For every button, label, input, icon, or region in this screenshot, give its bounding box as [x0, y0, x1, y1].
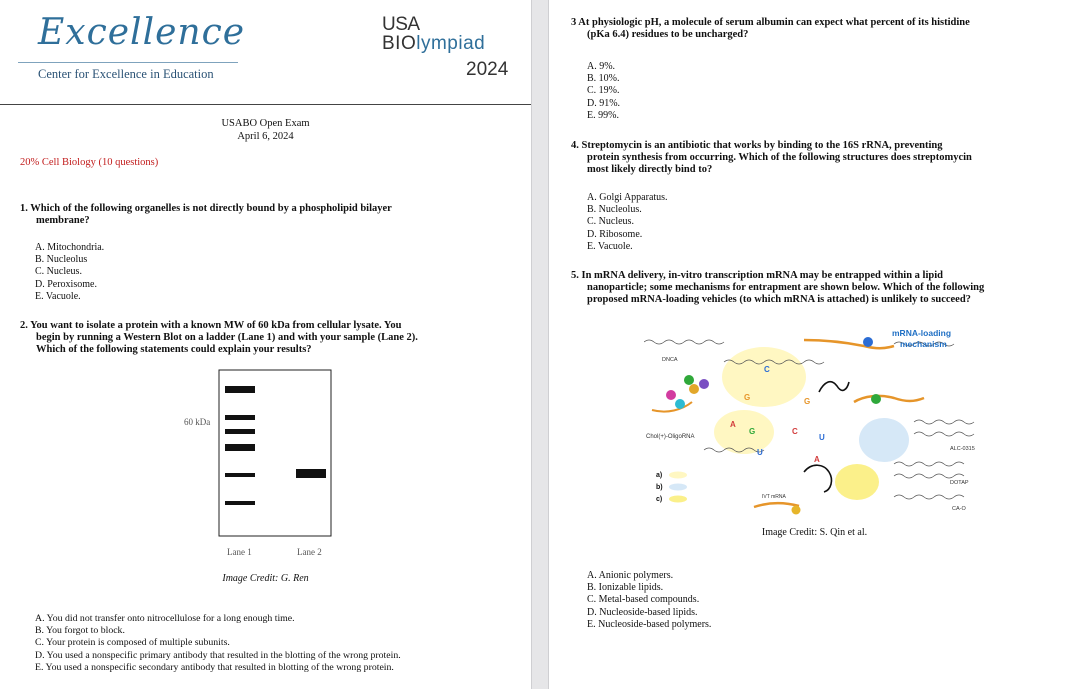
lipid-tail [894, 474, 964, 478]
chol-label: Chol(+)-OligoRNA [646, 434, 695, 440]
question-3-options [587, 61, 620, 122]
figure-credit: Image Credit: S. Qin et al. [761, 527, 868, 538]
mrna-bead [792, 506, 801, 515]
question-2-options [35, 613, 401, 674]
mrna-bead [684, 375, 694, 385]
base-label: G [744, 393, 751, 402]
blot-credit: Image Credit: G. Ren [222, 573, 309, 584]
base-label: U [819, 433, 825, 442]
lipid-tail [914, 432, 974, 436]
ladder-band [225, 444, 255, 451]
lipid-tail [914, 420, 974, 424]
question-1-options [35, 242, 104, 303]
logo-subtitle: Center for Excellence in Education [38, 67, 214, 81]
option: C. 19%. [587, 85, 620, 97]
option: A. Golgi Apparatus. [587, 192, 668, 203]
excellence-logo: Excellence [38, 12, 246, 53]
question-4 [571, 140, 972, 176]
question-3 [571, 17, 970, 41]
question-text-line: 5. In mRNA delivery, in-vitro transcription mRNA may be entrapped within a lipid [571, 270, 943, 281]
highlight-region [714, 410, 774, 454]
option: E. You used a nonspecific secondary antibody that resulted in blotting of the wrong protein. [35, 661, 394, 673]
bio-suffix: lympiad [416, 33, 486, 54]
question-5-options [587, 570, 711, 631]
option: D. Ribosome. [587, 228, 643, 240]
base-label: A [730, 420, 736, 429]
option: A. You did not transfer onto nitrocellulose for a long enough time. [35, 613, 295, 624]
base-label: G [804, 397, 811, 406]
option: E. 99%. [587, 109, 619, 121]
option: D. Nucleoside-based lipids. [587, 606, 698, 618]
dotap-label: DOTAP [950, 480, 969, 486]
ladder-band [225, 473, 255, 477]
ivt-label: IVT mRNA [762, 494, 786, 500]
page-gap [531, 0, 549, 689]
base-label: A [814, 455, 820, 464]
question-text-line: proposed mRNA-loading vehicles (to which mRNA is attached) is unlikely to succeed? [587, 294, 971, 305]
option: E. Nucleoside-based polymers. [587, 618, 712, 630]
option: D. 91%. [587, 97, 621, 109]
option: B. 10%. [587, 73, 620, 85]
key-label: b) [656, 484, 663, 491]
lane-2-label: Lane 2 [297, 547, 322, 557]
page-left [0, 0, 531, 689]
option: A. Mitochondria. [35, 242, 105, 253]
lane-1-label: Lane 1 [227, 547, 252, 557]
page-right [549, 0, 1080, 689]
lipid-tail [894, 462, 964, 466]
biolympiad-logo-text [382, 33, 485, 55]
mrna-bead [863, 337, 873, 347]
option: B. You forgot to block. [35, 625, 125, 637]
lipid-tail [894, 495, 964, 499]
blot-membrane [219, 370, 331, 536]
mrna-strand [819, 382, 849, 392]
question-text-line: (pKa 6.4) residues to be uncharged? [587, 29, 749, 40]
option: C. Your protein is composed of multiple subunits. [35, 637, 230, 649]
exam-title: USABO Open Exam [221, 118, 310, 129]
figure-title: mechanism [900, 339, 947, 349]
option: B. Nucleolus. [587, 204, 642, 216]
lipid-tail [644, 340, 724, 344]
question-text-line: 2. You want to isolate a protein with a known MW of 60 kDa from cellular lysate. You [20, 320, 402, 331]
option: C. Nucleus. [587, 216, 634, 228]
question-text-line: nanoparticle; some mechanisms for entrapment are shown below. Which of the following [587, 282, 985, 293]
key-label: c) [656, 496, 663, 503]
base-label: U [757, 448, 763, 457]
mrna-bead [871, 394, 881, 404]
section-heading: 20% Cell Biology (10 questions) [20, 157, 159, 168]
option: B. Nucleolus [35, 254, 88, 266]
header-divider [0, 104, 531, 105]
question-1 [20, 203, 392, 227]
dnca-label: DNCA [662, 357, 678, 363]
question-text-line: 3 At physiologic pH, a molecule of serum albumin can expect what percent of its histidine [571, 17, 970, 28]
mrna-strand [652, 402, 692, 412]
option: C. Nucleus. [35, 266, 82, 278]
highlight-region [835, 464, 879, 500]
option: D. You used a nonspecific primary antibody that resulted in the blotting of the wrong protein. [35, 649, 401, 661]
key-swatch [669, 484, 687, 491]
bio-prefix: BIO [382, 33, 417, 54]
question-text-line: 4. Streptomycin is an antibiotic that works by binding to the 16S rRNA, preventing [571, 140, 943, 151]
mrna-loading-figure [644, 322, 989, 522]
mrna-strand [854, 396, 924, 402]
option: A. Anionic polymers. [587, 570, 674, 581]
question-2 [20, 320, 418, 356]
exam-date: April 6, 2024 [237, 131, 294, 142]
option: D. Peroxisome. [35, 278, 97, 290]
key-swatch [669, 496, 687, 503]
ladder-band [225, 415, 255, 420]
question-text-line: most likely directly bind to? [587, 164, 713, 175]
marker-label: 60 kDa [184, 417, 211, 427]
option: E. Vacuole. [35, 290, 81, 302]
question-5 [571, 270, 984, 306]
mrna-bead [675, 399, 685, 409]
mrna-strand [804, 465, 831, 492]
cao-label: CA-O [952, 506, 966, 512]
question-4-options [587, 192, 668, 253]
option: B. Ionizable lipids. [587, 582, 664, 594]
alc-label: ALC-0315 [950, 446, 975, 452]
logo-divider [18, 62, 238, 63]
usa-logo-text: USA [382, 14, 420, 35]
figure-title: mRNA-loading [892, 328, 952, 338]
mrna-strand [754, 503, 799, 507]
mrna-bead [666, 390, 676, 400]
mrna-strand [804, 340, 894, 348]
option: E. Vacuole. [587, 240, 633, 252]
base-label: G [749, 427, 756, 436]
key-swatch [669, 472, 687, 479]
ladder-band [225, 429, 255, 434]
sample-band [296, 469, 326, 478]
question-text-line: 1. Which of the following organelles is not directly bound by a phospholipid bilayer [20, 203, 392, 214]
question-text-line: Which of the following statements could explain your results? [36, 344, 312, 355]
key-label: a) [656, 472, 663, 479]
option: A. 9%. [587, 61, 616, 72]
highlight-region [859, 418, 909, 462]
base-label: C [792, 427, 798, 436]
mrna-bead [699, 379, 709, 389]
question-text-line: membrane? [36, 215, 90, 226]
ladder-band [225, 501, 255, 505]
logo-year: 2024 [466, 59, 509, 80]
base-label: C [764, 365, 770, 374]
ladder-band [225, 386, 255, 393]
western-blot-figure [170, 368, 370, 568]
mrna-bead [689, 384, 699, 394]
highlight-region [722, 347, 806, 407]
question-text-line: begin by running a Western Blot on a ladder (Lane 1) and with your sample (Lane 2). [36, 332, 418, 343]
question-text-line: protein synthesis from occurring. Which of the following structures does streptomycin [587, 152, 972, 163]
option: C. Metal-based compounds. [587, 594, 700, 606]
